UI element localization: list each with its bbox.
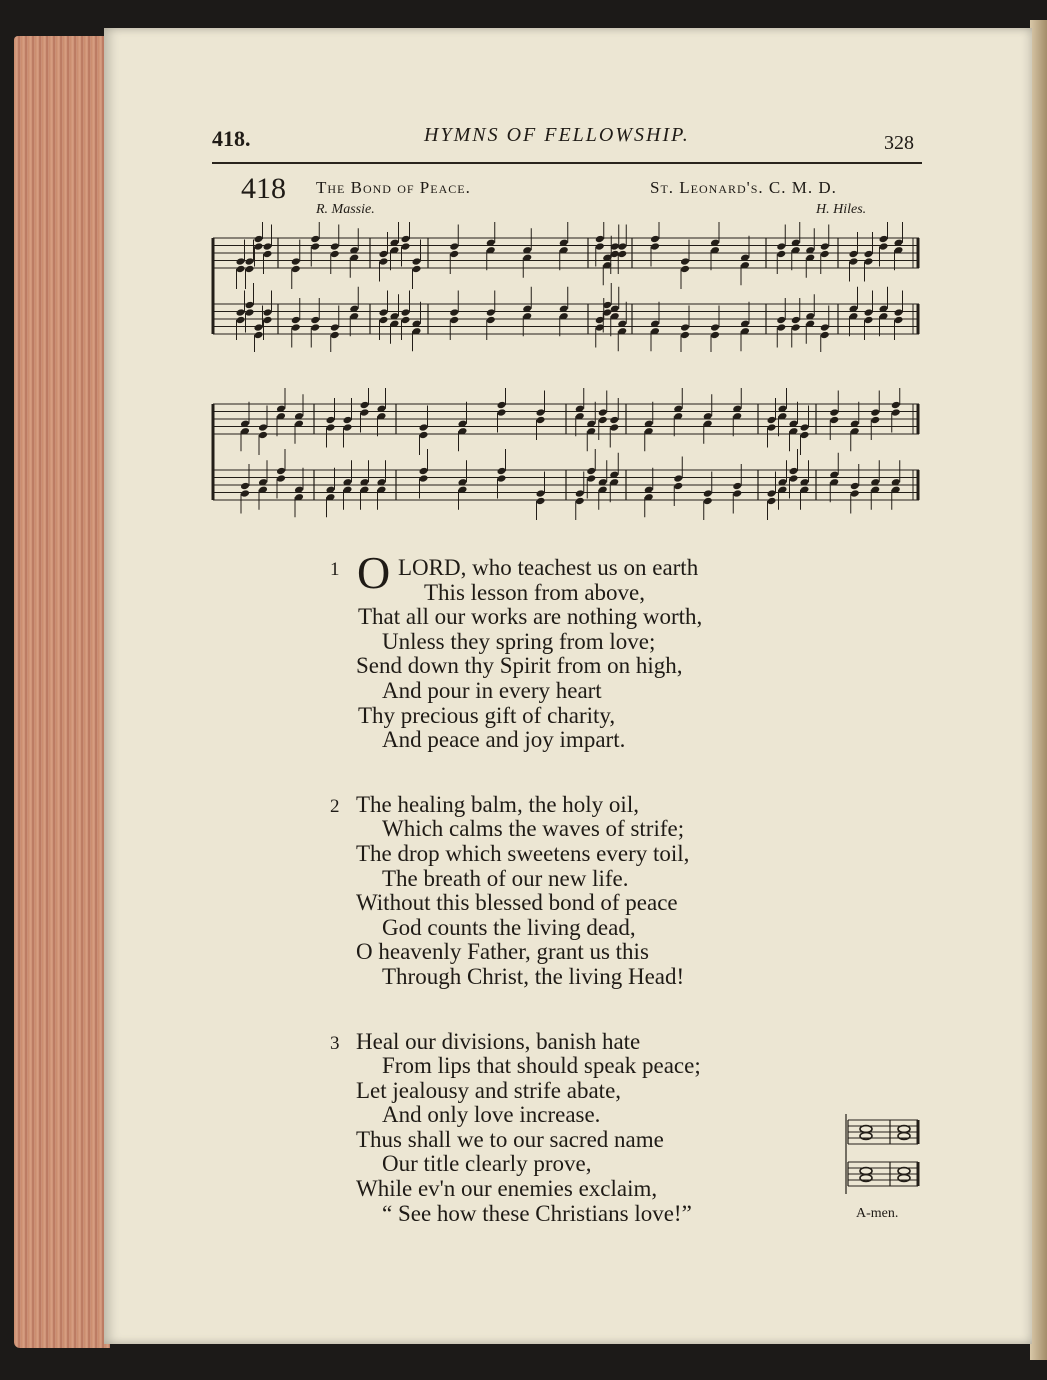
verse-number: 1 [330,559,340,580]
music-score-system-1 [210,222,922,352]
verse-line: Send down thy Spirit from on high, [356,653,683,679]
verse-line: “ See how these Christians love!” [382,1200,692,1226]
verse-line: The drop which sweetens every toil, [356,840,690,866]
verse-line: Which calms the waves of strife; [382,816,685,842]
tune-composer: H. Hiles. [816,202,867,217]
verse-number: 2 [330,795,340,817]
verse-line: And pour in every heart [382,677,602,703]
header-rule [212,162,922,164]
amen-label: A-men. [856,1206,899,1221]
music-score-system-2 [210,388,922,520]
verse-line: This lesson from above, [424,579,646,605]
verse-line: The breath of our new life. [382,865,629,891]
verse-line: God counts the living dead, [382,914,636,940]
verse-line: While ev'n our enemies exclaim, [356,1176,658,1202]
verse-number: 3 [330,1032,340,1054]
facing-page-edge [1030,20,1047,1360]
verse-line: Thus shall we to our sacred name [356,1126,664,1152]
running-title: HYMNS OF FELLOWSHIP. [424,124,690,146]
tune-name: St. Leonard's. C. M. D. [650,178,837,197]
verse-line: From lips that should speak peace; [382,1053,701,1079]
verse-line: Without this blessed bond of peace [356,890,678,916]
verse-3 [330,1030,850,1227]
verse-2 [330,793,850,990]
left-page-number: 418. [212,126,251,151]
verse-line: LORD, who teachest us on earth [398,555,699,580]
amen-score [842,1110,922,1202]
verse-line: O heavenly Father, grant us this [356,939,649,965]
verse-line: And only love increase. [382,1102,601,1128]
drop-cap: O [357,547,391,598]
book-page-edges [14,36,110,1348]
verse-line: Our title clearly prove, [382,1151,592,1177]
verse-line: Unless they spring from love; [382,628,656,654]
verse-1 [330,547,850,753]
verse-line: Let jealousy and strife abate, [356,1077,622,1103]
hymn-number: 418 [241,172,286,205]
right-page-number: 328 [884,132,914,154]
verse-line: Through Christ, the living Head! [382,963,685,989]
hymn-verses [330,547,850,1266]
amen-cadence [842,1110,922,1221]
verse-line: The healing balm, the holy oil, [356,791,639,817]
hymn-title: The Bond of Peace. [316,178,471,197]
verse-line: Heal our divisions, banish hate [356,1028,641,1054]
hymn-author: R. Massie. [316,202,375,217]
verse-line: That all our works are nothing worth, [358,604,703,630]
verse-line: And peace and joy impart. [382,727,626,753]
verse-line: Thy precious gift of charity, [358,702,616,728]
